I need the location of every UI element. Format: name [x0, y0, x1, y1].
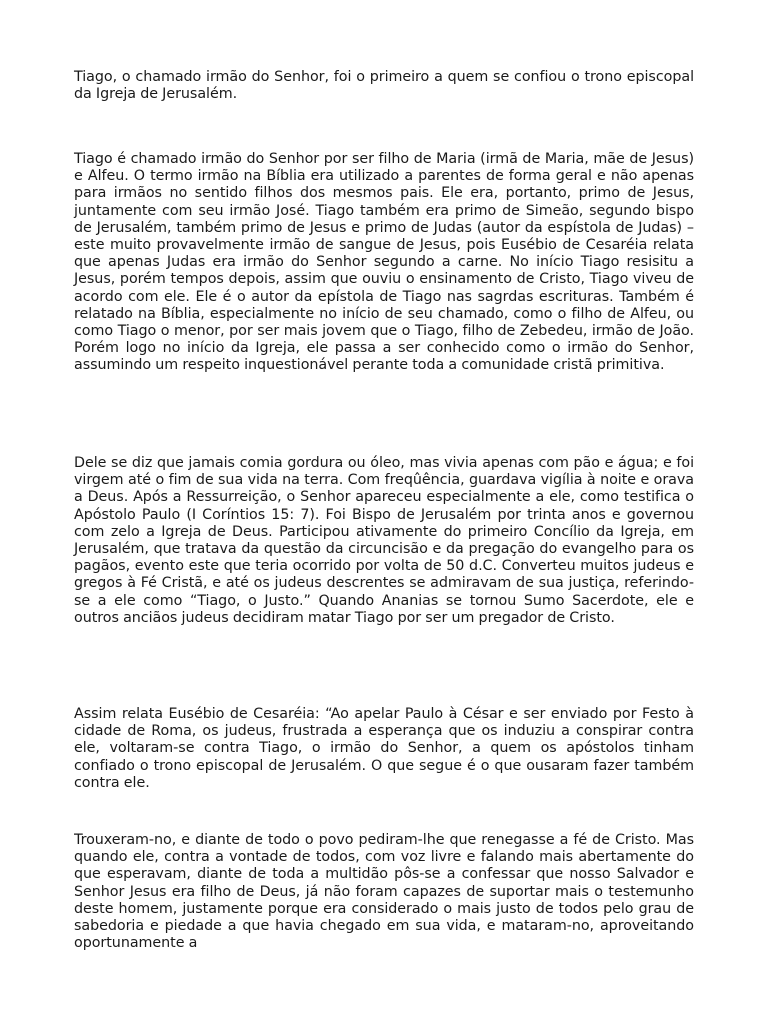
paragraph-intro: Tiago, o chamado irmão do Senhor, foi o primeiro a quem se confiou o trono episcopal da Igreja de Jerusalém. — [74, 69, 694, 103]
paragraph-family: Tiago é chamado irmão do Senhor por ser filho de Maria (irmã de Maria, mãe de Jesus) e Alfeu. O termo irmão na Bíblia era utilizado a parentes de forma geral e não apenas para irmãos no sentido filhos dos mesmos pais. Ele era, portanto, primo de Jesus, juntamente com seu irmão José. Tiago também era primo de Simeão, segundo bispo de Jerusalém, também primo de Jesus e primo de Judas (autor da espístola de Judas) – este muito provavelmente irmão de sangue de Jesus, pois Eusébio de Cesaréia relata que apenas Judas era irmão do Senhor segundo a carne. No início Tiago resisitu a Jesus, porém tempos depois, assim que ouviu o ensinamento de Cristo, Tiago viveu de acordo com ele. Ele é o autor da epístola de Tiago nas sagrdas escrituras. Também é relatado na Bíblia, especialmente no início de seu chamado, como o filho de Alfeu, ou como Tiago o menor, por ser mais jovem que o Tiago, filho de Zebedeu, irmão de João. Porém logo no início da Igreja, ele passa a ser conhecido como o irmão do Senhor, assumindo um respeito inquestionável perante toda a comunidade cristã primitiva. — [74, 151, 694, 374]
paragraph-life: Dele se diz que jamais comia gordura ou óleo, mas vivia apenas com pão e água; e foi virgem até o fim de sua vida na terra. Com freqûência, guardava vigília à noite e orava a Deus. Após a Ressurreição, o Senhor apareceu especialmente a ele, como testifica o Apóstolo Paulo (I Coríntios 15: 7). Foi Bispo de Jerusalém por trinta anos e governou com zelo a Igreja de Deus. Participou ativamente do primeiro Concílio da Igreja, em Jerusalém, que tratava da questão da circuncisão e da pregação do evangelho para os pagãos, evento este que teria ocorrido por volta de 50 d.C. Converteu muitos judeus e gregos à Fé Cristã, e até os judeus descrentes se admiravam de sua justiça, referindo-se a ele como “Tiago, o Justo.” Quando Ananias se tornou Sumo Sacerdote, ele e outros anciãos judeus decidiram matar Tiago por ser um pregador de Cristo. — [74, 455, 694, 626]
paragraph-martyrdom: Trouxeram-no, e diante de todo o povo pediram-lhe que renegasse a fé de Cristo. Mas quando ele, contra a vontade de todos, com voz livre e falando mais abertamente do que esperavam, diante de toda a multidão pôs-se a confessar que nosso Salvador e Senhor Jesus era filho de Deus, já não foram capazes de suportar mais o testemunho deste homem, justamente porque era considerado o mais justo de todos pelo grau de sabedoria e piedade a que havia chegado em sua vida, e mataram-no, aproveitando oportunamente a — [74, 832, 694, 952]
paragraph-eusebius-quote: Assim relata Eusébio de Cesaréia: “Ao apelar Paulo à César e ser enviado por Festo à cidade de Roma, os judeus, frustrada a esperança que os induziu a conspirar contra ele, voltaram-se contra Tiago, o irmão do Senhor, a quem os apóstolos tinham confiado o trono episcopal de Jerusalém. O que segue é o que ousaram fazer também contra ele. — [74, 706, 694, 791]
